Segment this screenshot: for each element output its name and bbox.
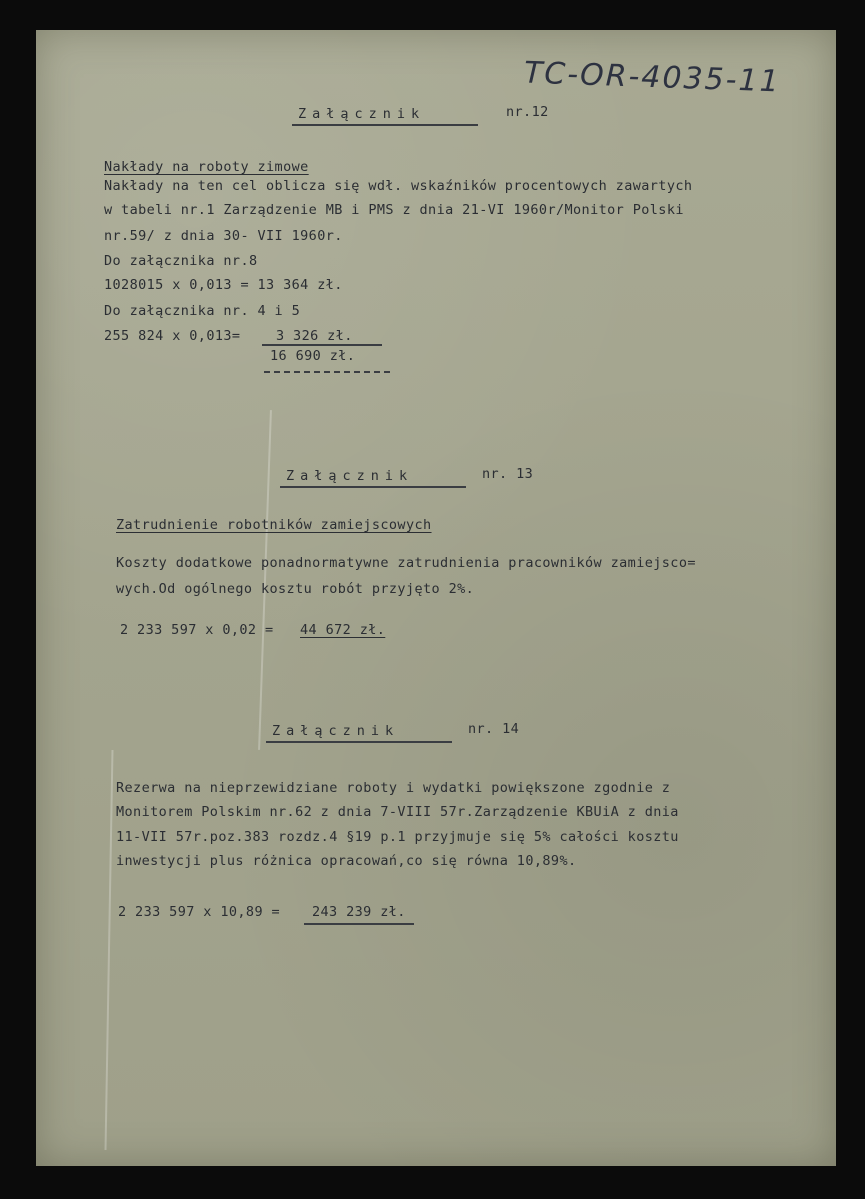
annex13-heading: Załącznik [286,468,414,484]
annex13-subheading: Zatrudnienie robotników zamiejscowych [116,517,432,533]
annex13-calc: 2 233 597 x 0,02 = [120,622,274,638]
annex14-result: 243 239 zł. [312,904,406,920]
paper-crease [258,410,272,750]
text-line: wych.Od ogólnego kosztu robót przyjęto 2%. [116,581,475,597]
calc-line: 255 824 x 0,013= [104,328,241,344]
annex12-subheading: Nakłady na roboty zimowe [104,159,309,175]
text-line: inwestycji plus różnica opracowań,co się równa 10,89%. [116,853,577,869]
text-line: Nakłady na ten cel oblicza się wdł. wskaźników procentowych zawartych [104,178,693,194]
text-line: nr.59/ z dnia 30- VII 1960r. [104,228,343,244]
text-line: w tabeli nr.1 Zarządzenie MB i PMS z dnia 21-VI 1960r/Monitor Polski [104,202,684,218]
annex14-number: nr. 14 [468,721,520,737]
annex13-heading-underline [280,486,466,488]
total-double-rule [264,371,390,375]
annex12-heading-underline [292,124,478,126]
text-line: Do załącznika nr.8 [104,253,258,269]
text-line: Rezerwa na nieprzewidziane roboty i wydatki powiększone zgodnie z [116,780,671,796]
text-line: Koszty dodatkowe ponadnormatywne zatrudnienia pracowników zamiejsco= [116,555,696,571]
annex12-total: 16 690 zł. [270,348,356,364]
text-line: 11-VII 57r.poz.383 rozdz.4 §19 p.1 przyjmuje się 5% całości kosztu [116,829,679,845]
text-line: Do załącznika nr. 4 i 5 [104,303,301,319]
archive-mark: TC-OR-4035-11 [523,55,782,100]
annex14-heading-underline [266,741,452,743]
annex14-calc: 2 233 597 x 10,89 = [118,904,281,920]
annex13-result: 44 672 zł. [300,622,386,638]
sum-rule [262,344,382,346]
text-line: Monitorem Polskim nr.62 z dnia 7-VIII 57r.Zarządzenie KBUiA z dnia [116,804,679,820]
result-underline [304,923,414,925]
annex13-number: nr. 13 [482,466,534,482]
document-page [36,30,836,1166]
annex12-number: nr.12 [506,104,549,120]
annex12-heading: Załącznik [298,106,426,122]
annex14-heading: Załącznik [272,723,400,739]
annex12-partial: 3 326 zł. [276,328,353,344]
calc-line: 1028015 x 0,013 = 13 364 zł. [104,277,343,293]
paper-crease [105,750,114,1150]
